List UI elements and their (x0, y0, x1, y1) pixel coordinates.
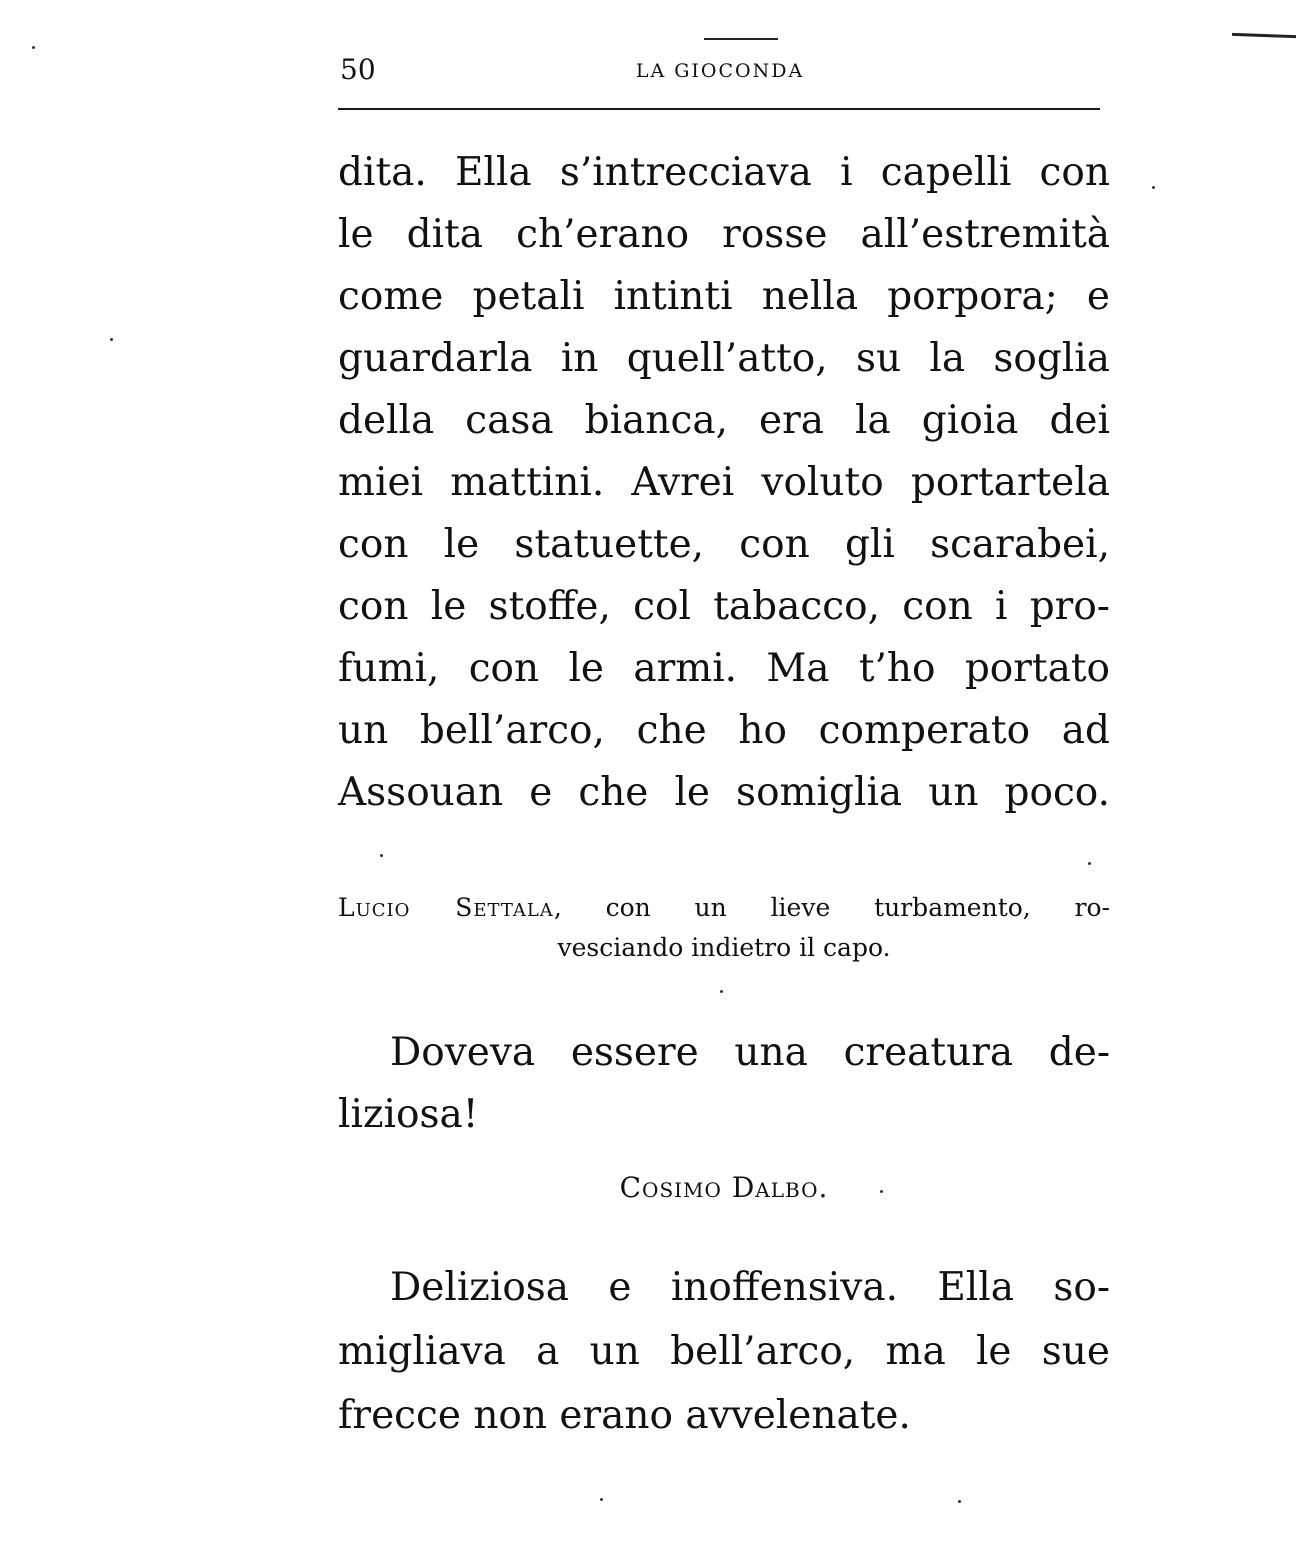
text-line: dita. Ella s’intrecciava i capelli con (338, 150, 1110, 195)
text-line: liziosa! (338, 1092, 479, 1137)
text-line: con le statuette, con gli scarabei, (338, 522, 1110, 567)
text-line: un bell’arco, che ho comperato ad (338, 708, 1110, 753)
stage-direction-text: , con un lieve turbamento, ro- (553, 893, 1111, 922)
text-line: fumi, con le armi. Ma t’ho portato (338, 646, 1110, 691)
stage-direction (338, 888, 1110, 968)
text-line: Assouan e che le somiglia un poco. (338, 770, 1110, 815)
text-line: Doveva essere una creatura de- (390, 1030, 1110, 1075)
text-line: le dita ch’erano rosse all’estremità (338, 212, 1110, 257)
body-paragraph (338, 142, 1110, 824)
text-line: miei mattini. Avrei voluto portartela (338, 460, 1110, 505)
edge-mark (1232, 33, 1296, 38)
print-mark (704, 38, 778, 40)
stage-direction-line: vesciando indietro il capo. (557, 933, 891, 962)
speck (32, 46, 35, 49)
text-line: con le stoffe, col tabacco, con i pro- (338, 584, 1110, 629)
speech-paragraph (338, 1022, 1110, 1146)
stage-direction-line (338, 888, 1110, 928)
speck (600, 1498, 603, 1501)
speck (1152, 186, 1155, 189)
speck (1088, 862, 1091, 865)
speck (880, 1190, 883, 1193)
speaker-name: Cosimo Dalbo. (619, 1171, 829, 1204)
text-line: guardarla in quell’atto, su la soglia (338, 336, 1110, 381)
text-line: migliava a un bell’arco, ma le sue (338, 1329, 1110, 1374)
speck (110, 338, 113, 341)
page-number: 50 (340, 53, 376, 86)
speck (958, 1500, 961, 1503)
speech-paragraph (338, 1256, 1110, 1448)
running-title: LA GIOCONDA (635, 60, 805, 82)
speck (380, 854, 383, 857)
text-line: frecce non erano avvelenate. (338, 1393, 911, 1438)
page-header (340, 52, 1100, 92)
text-line: come petali intinti nella porpora; e (338, 274, 1110, 319)
text-line: della casa bianca, era la gioia dei (338, 398, 1110, 443)
speck (720, 990, 723, 993)
speaker-name: Lucio Settala (338, 893, 554, 922)
header-rule (338, 108, 1100, 110)
text-line: Deliziosa e inoffensiva. Ella so- (390, 1265, 1110, 1310)
